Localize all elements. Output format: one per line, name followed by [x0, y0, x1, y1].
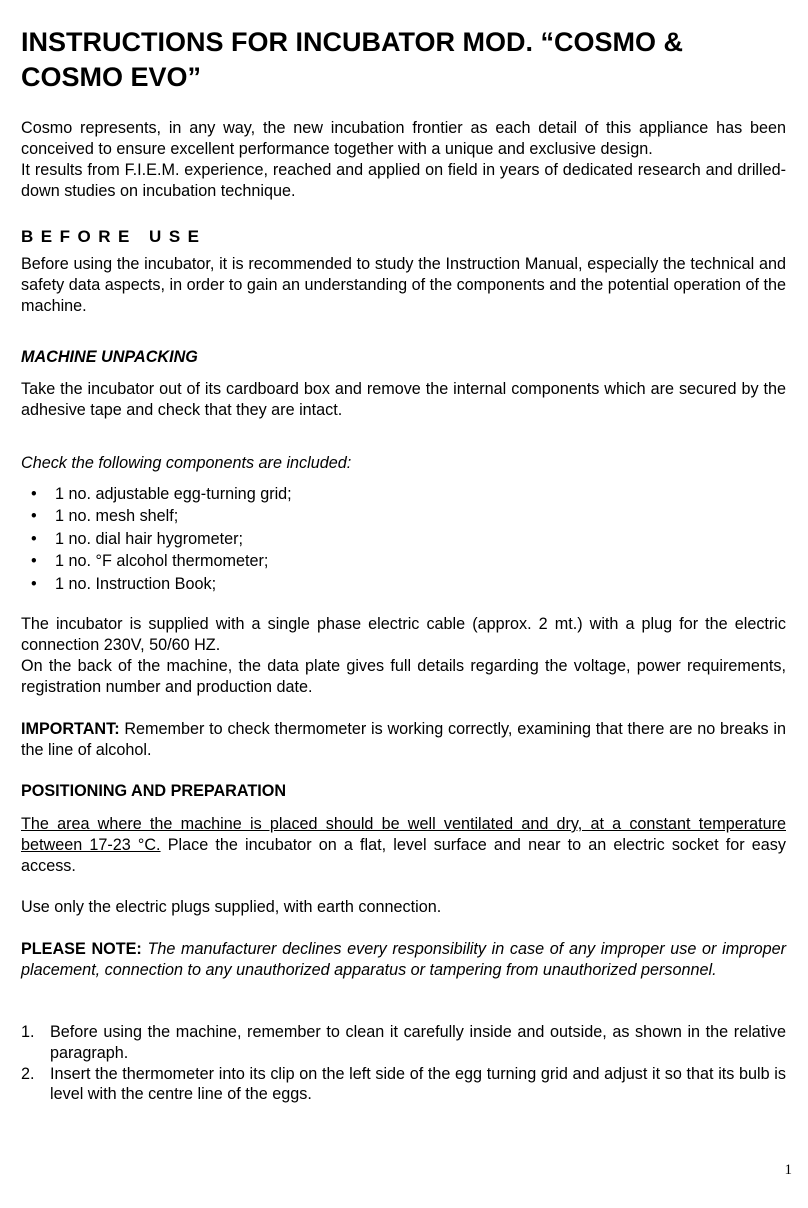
important-label: IMPORTANT:	[21, 720, 120, 738]
step-number: 1.	[21, 1023, 35, 1041]
list-item	[21, 1064, 786, 1106]
cable-paragraph: The incubator is supplied with a single phase electric cable (approx. 2 mt.) with a plug for the electric connection 230V, 50/60 HZ.	[21, 615, 786, 654]
unpacking-heading: MACHINE UNPACKING	[21, 348, 198, 366]
list-item: • 1 no. dial hair hygrometer;	[21, 528, 786, 550]
step-text: Insert the thermometer into its clip on the left side of the egg turning grid and adjust it so that its bulb is level with the centre line of the eggs.	[50, 1064, 786, 1104]
unpacking-text: Take the incubator out of its cardboard box and remove the internal components which are secured by the adhesive tape and check that they are intact.	[21, 380, 786, 419]
please-note-text: The manufacturer declines every responsibility in case of any improper use or improper placement, connection to any unauthorized apparatus or tampering from unauthorized personnel.	[21, 940, 786, 979]
list-item	[21, 1022, 786, 1064]
positioning-rest-text: Place the incubator on a flat, level surface and near to an electric socket for easy access.	[21, 835, 786, 875]
important-text: Remember to check thermometer is working correctly, examining that there are no breaks in the line of alcohol.	[21, 720, 786, 759]
electric-plugs-text: Use only the electric plugs supplied, with earth connection.	[21, 898, 442, 916]
positioning-underlined-text: The area where the machine is placed should be well ventilated and dry, at a constant temperature between 17-23 °C.	[21, 815, 786, 854]
components-list	[21, 483, 786, 595]
intro-paragraph-2: It results from F.I.E.M. experience, reached and applied on field in years of dedicated research and drilled-down studies on incubation technique.	[21, 161, 786, 200]
positioning-heading: POSITIONING AND PREPARATION	[21, 782, 287, 800]
positioning-text	[21, 814, 786, 876]
before-use-text: Before using the incubator, it is recommended to study the Instruction Manual, especially the technical and safety data aspects, in order to gain an understanding of the components and the potential operation of the machine.	[21, 255, 786, 315]
preparation-steps	[21, 1022, 786, 1105]
important-note	[21, 719, 786, 761]
intro-paragraph-1: Cosmo represents, in any way, the new incubation frontier as each detail of this appliance has been conceived to ensure excellent performance together with a unique and exclusive design.	[21, 119, 786, 158]
list-item: • 1 no. adjustable egg-turning grid;	[21, 483, 786, 505]
please-note	[21, 939, 786, 981]
list-item: • 1 no. Instruction Book;	[21, 573, 786, 595]
step-text: Before using the machine, remember to clean it carefully inside and outside, as shown in the relative paragraph.	[50, 1023, 786, 1062]
data-plate-paragraph: On the back of the machine, the data plate gives full details regarding the voltage, power requirements, registration number and production date.	[21, 657, 786, 696]
before-use-heading: BEFORE USE	[21, 227, 207, 246]
page-number: 1	[784, 1162, 792, 1178]
check-components-label: Check the following components are included:	[21, 454, 352, 472]
bullet-icon: •	[31, 552, 37, 571]
list-item: • 1 no. mesh shelf;	[21, 505, 786, 527]
bullet-icon: •	[31, 529, 37, 548]
document-title: INSTRUCTIONS FOR INCUBATOR MOD. “COSMO & COSMO EVO”	[21, 27, 683, 92]
bullet-icon: •	[31, 574, 37, 593]
step-number: 2.	[21, 1064, 35, 1083]
list-item: • 1 no. °F alcohol thermometer;	[21, 550, 786, 572]
please-note-label: PLEASE NOTE:	[21, 940, 142, 958]
bullet-icon: •	[31, 485, 37, 503]
bullet-icon: •	[31, 507, 37, 526]
